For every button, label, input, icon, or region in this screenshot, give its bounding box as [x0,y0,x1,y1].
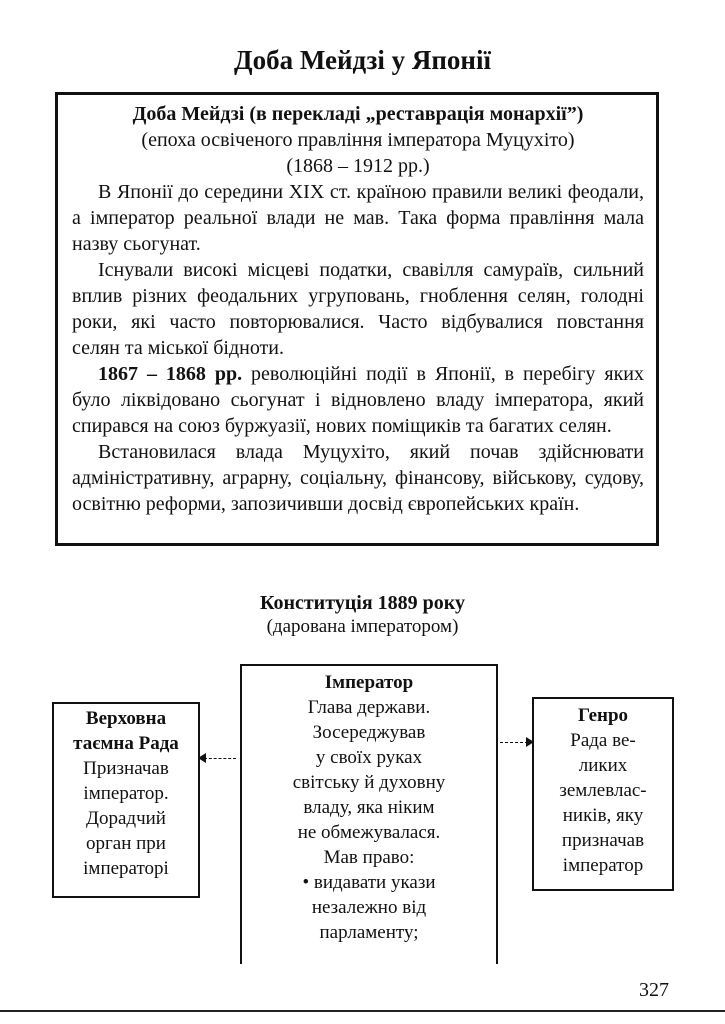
privy-council-box [52,702,200,898]
genro-line: землевлас- [559,780,647,801]
emperor-line: у своїх руках [315,747,423,768]
arrowhead-left-icon [198,753,206,763]
genro-line: Рада ве- [570,730,636,751]
emperor-line: світську й духовну [292,772,446,793]
constitution-title: Конституція 1889 року [259,592,466,614]
page-number: 327 [639,979,669,1001]
paragraph-taxes: Існували високі місцеві податки, свавілля самураїв, сильний вплив різних феодальних угруповань, гноблення селян, голодні роки, які часто повторювалися. Часто відбувалися повстання селян та міської бідноти. [72,259,644,359]
privy-council-line: імператор. [83,783,169,804]
privy-council-line: орган при [86,833,166,854]
privy-council-title-line1: Верховна [85,708,167,729]
emperor-box [240,664,498,964]
emperor-line: парламенту; [319,922,419,943]
emperor-line: • видавати укази [302,872,436,893]
genro-title: Генро [577,705,629,726]
genro-line: імператор [562,855,644,876]
emperor-line: незалежно від [311,897,427,918]
arrow-to-genro [500,742,528,743]
emperor-title: Імператор [324,672,414,693]
box-heading: Доба Мейдзі (в перекладі „реставрація монархії”) [132,103,584,125]
bottom-rule [0,1010,725,1012]
genro-line: призначав [561,830,645,851]
paragraph-shogunate: В Японії до середини XIX ст. країною правили великі феодали, а імператор реальної влади не мав. Така форма правління мала назву сьогунат. [72,181,644,255]
emperor-line: Мав право: [323,847,415,868]
emperor-line: Зосереджував [312,722,426,743]
genro-line: ників, яку [562,805,644,826]
privy-council-line: Дорадчий [86,808,166,829]
privy-council-line: Призначав [83,758,169,779]
genro-box [532,697,674,891]
revolution-text: революційні події в Японії, в перебігу яких було ліквідовано сьогунат і відновлено владу імператора, який спирався на союз буржуазії, нових поміщиків та багатих селян. [72,363,644,437]
emperor-line: не обмежувалася. [297,822,441,843]
privy-council-title-line2: таємна Рада [73,733,179,754]
revolution-years: 1867 – 1868 рр. [98,363,243,385]
page-title: Доба Мейдзі у Японії [234,45,491,75]
genro-line: ликих [578,755,628,776]
box-years: (1868 – 1912 рр.) [286,155,430,177]
paragraph-revolution [72,361,644,439]
paragraph-reforms: Встановилася влада Муцухіто, який почав здійснювати адміністративну, аграрну, соціальну, фінансову, військову, судову, освітню реформи, запозичивши досвід європейських країн. [72,441,644,515]
privy-council-line: імператорі [83,858,169,879]
constitution-subtitle: (дарована імператором) [266,616,459,637]
arrow-to-privy-council [204,758,236,759]
emperor-line: Глава держави. [307,697,431,718]
meiji-info-box [55,92,659,546]
emperor-line: владу, яка ніким [303,797,435,818]
box-subheading: (епоха освіченого правління імператора Муцухіто) [141,129,575,151]
